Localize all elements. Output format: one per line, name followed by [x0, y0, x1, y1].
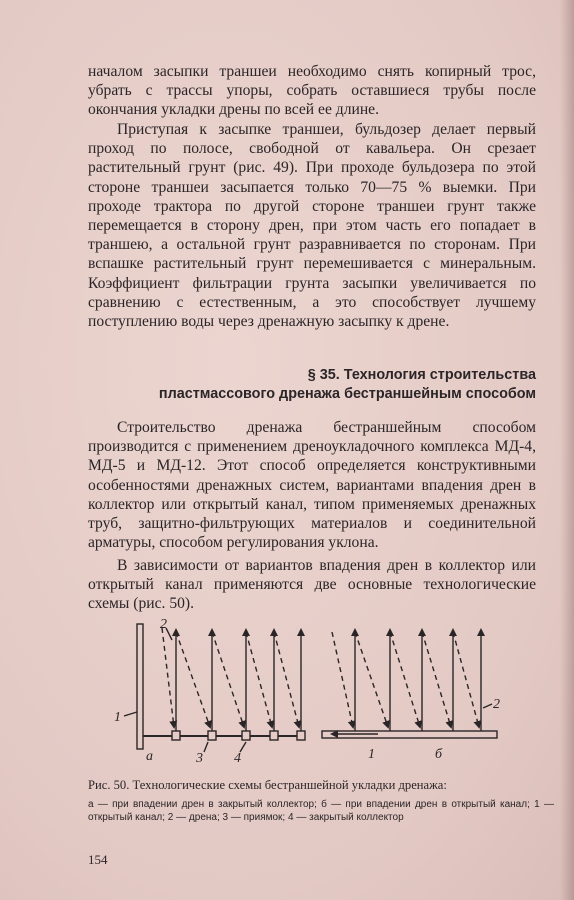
drains-b: [355, 630, 481, 731]
move-path: [355, 632, 388, 727]
page-spine-shadow: [560, 0, 574, 900]
figure-legend: а — при впадении дрен в закрытый коллектор; б — при впадении дрен в открытый канал; 1 — открытый канал; 2 — дрена; 3 — приямок; 4 — закрытый коллектор: [88, 799, 554, 823]
label-2-left: 2: [160, 617, 167, 632]
label-2-right: 2: [493, 697, 500, 712]
leader-1-left: [124, 712, 137, 716]
scheme-b: [322, 630, 497, 738]
pit: [172, 731, 180, 740]
label-b: б: [435, 747, 443, 762]
paragraph-4: В зависимости от вариантов впадения дрен в коллектор или открытый канал применяются две основные технологические схемы (рис. 50).: [88, 557, 536, 613]
paragraph-2: Приступая к засыпке траншеи, бульдозер делает первый проход по полосе, свободной от кавальера. Он срезает растительный грунт (рис. 49). При проходе бульдозера по этой стороне траншеи засыпается только 70—75 % выемки. При проходе трактора по другой стороне траншеи грунт также перемещается в сторону дрен, при этом часть его попадает в траншею, а остальной грунт разравнивается по сторонам. При вспашке растительный грунт перемешивается с минеральным. Коэффициент фильтрации грунта засыпки увеличивается по сравнению с естественным, а это способствует лучшему поступлению воды через дренажную засыпку к дрене.: [88, 121, 536, 331]
move-path: [212, 632, 244, 727]
move-path: [453, 632, 479, 727]
figure-50-diagram: [100, 612, 520, 772]
pit: [208, 731, 216, 740]
label-1-right: 1: [368, 747, 375, 762]
move-path: [176, 632, 210, 727]
pit: [297, 731, 305, 740]
section-heading-line1: § 35. Технология строительства: [307, 367, 536, 383]
moves-b: [332, 632, 479, 727]
move-path: [422, 632, 451, 727]
pit: [270, 731, 278, 740]
pit: [242, 731, 250, 740]
leader-3: [204, 742, 208, 752]
scheme-a: [124, 624, 305, 752]
open-canal-left: [137, 624, 143, 749]
move-path: [162, 628, 174, 727]
label-4: 4: [234, 751, 241, 766]
label-3: 3: [196, 751, 203, 766]
move-path: [274, 632, 299, 727]
leader-2-right: [483, 704, 492, 708]
figure-caption: Рис. 50. Технологические схемы бестраншейной укладки дренажа:: [88, 778, 447, 792]
page-number: 154: [88, 852, 108, 867]
label-a: а: [146, 749, 153, 764]
paragraph-1: началом засыпки траншеи необходимо снять копирный трос, убрать с трассы упоры, собрать оставшиеся трубы после окончания укладки дрены по всей ее длине.: [88, 63, 536, 119]
moves-a: [162, 628, 299, 727]
section-heading-line2: пластмассового дренажа бестраншейным способом: [158, 386, 536, 402]
label-1-left: 1: [114, 710, 121, 725]
move-path: [332, 632, 353, 727]
drains-a: [176, 630, 301, 731]
paragraph-3: Строительство дренажа бестраншейным способом производится с применением дреноукладочного комплекса МД-4, МД-5 и МД-12. Этот способ определяется конструктивными особенностями дренажных систем, вариантами впадения дрен в коллектор или открытый канал, типом применяемых дренажных труб, защитно-фильтрующих материалов и соединительной арматуры, способом регулирования уклона.: [88, 419, 536, 552]
move-path: [246, 632, 272, 727]
move-path: [390, 632, 420, 727]
